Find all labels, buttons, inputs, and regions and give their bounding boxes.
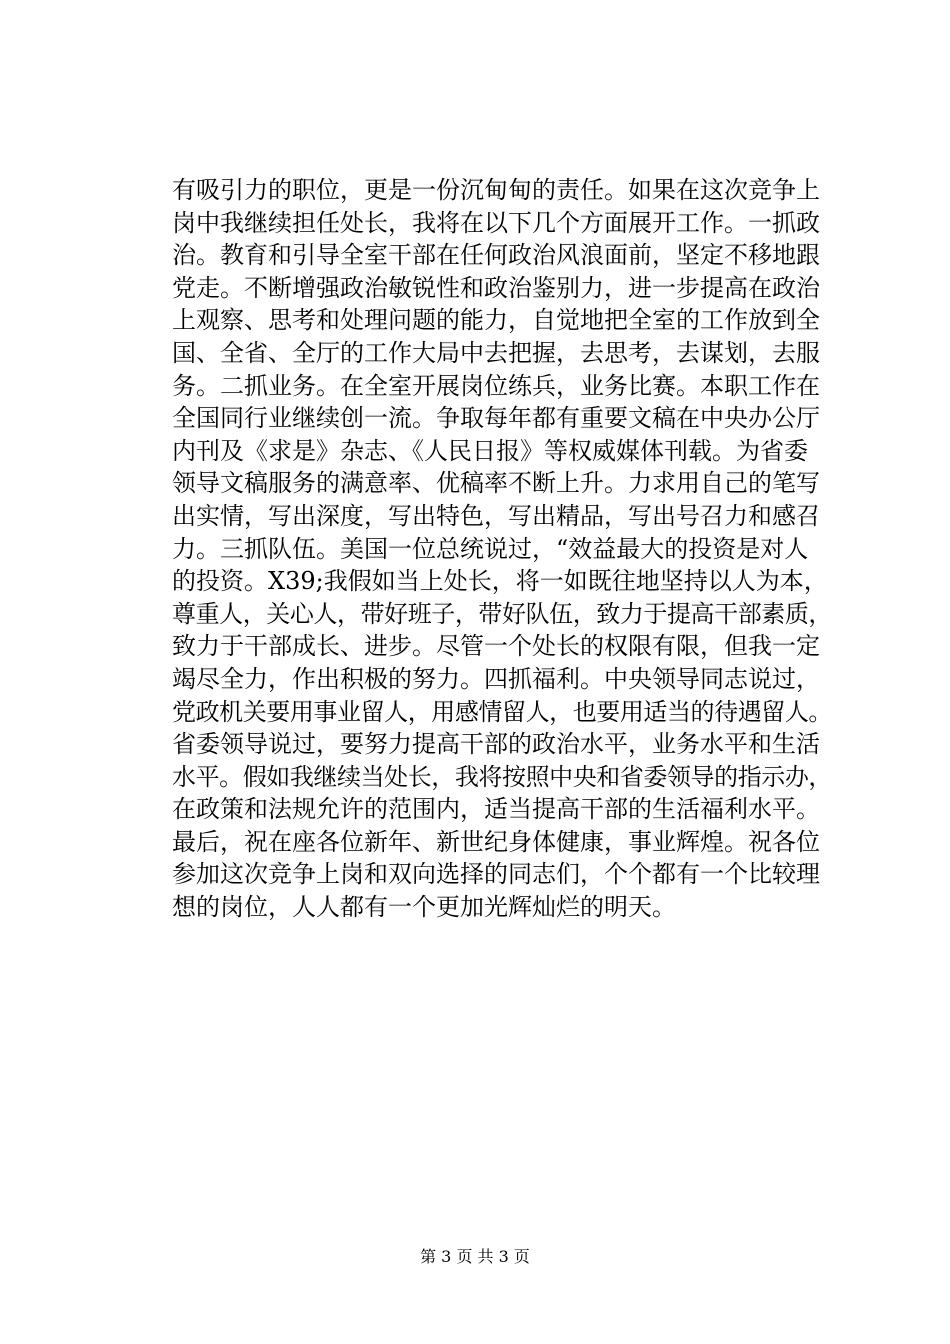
text-line: 出实情，写出深度，写出特色，写出精品，写出号召力和感召 [172,501,820,530]
text-line: 内刊及《求是》杂志、《人民日报》等权威媒体刊载。为省委 [172,436,808,465]
body-text [172,174,832,924]
text-line: 岗中我继续担任处长，我将在以下几个方面展开工作。一抓政 [172,208,820,237]
text-line: 最后，祝在座各位新年、新世纪身体健康，事业辉煌。祝各位 [172,827,820,856]
text-line: 想的岗位，人人都有一个更加光辉灿烂的明天。 [172,893,676,922]
text-line: 的投资。X39;我假如当上处长，将一如既往地坚持以人为本， [172,567,828,596]
text-line: 务。二抓业务。在全室开展岗位练兵，业务比赛。本职工作在 [172,371,820,400]
text-line: 治。教育和引导全室干部在任何政治风浪面前，坚定不移地跟 [172,241,820,270]
page-footer: 第 3 页 共 3 页 [420,1247,530,1266]
text-line: 水平。假如我继续当处长，我将按照中央和省委领导的指示办， [172,762,832,791]
text-line: 领导文稿服务的满意率、优稿率不断上升。力求用自己的笔写 [172,469,820,498]
text-line: 有吸引力的职位，更是一份沉甸甸的责任。如果在这次竞争上 [172,176,820,204]
text-line: 党走。不断增强政治敏锐性和政治鉴别力，进一步提高在政治 [172,273,820,302]
text-line: 在政策和法规允许的范围内，适当提高干部的生活福利水平。 [172,795,820,824]
text-line: 省委领导说过，要努力提高干部的政治水平，业务水平和生活 [172,730,820,759]
text-line: 全国同行业继续创一流。争取每年都有重要文稿在中央办公厅 [172,404,820,433]
text-line: 党政机关要用事业留人，用感情留人，也要用适当的待遇留人。 [172,697,832,726]
text-line: 竭尽全力，作出积极的努力。四抓福利。中央领导同志说过， [172,664,820,693]
text-line: 国、全省、全厅的工作大局中去把握，去思考，去谋划，去服 [172,338,820,367]
text-line: 参加这次竞争上岗和双向选择的同志们，个个都有一个比较理 [172,860,820,889]
text-line: 力。三抓队伍。美国一位总统说过，“效益最大的投资是对人 [172,534,809,563]
text-line: 致力于干部成长、进步。尽管一个处长的权限有限，但我一定 [172,632,820,661]
text-line: 尊重人，关心人，带好班子，带好队伍，致力于提高干部素质， [172,599,832,628]
text-line: 上观察、思考和处理问题的能力，自觉地把全室的工作放到全 [172,306,820,335]
